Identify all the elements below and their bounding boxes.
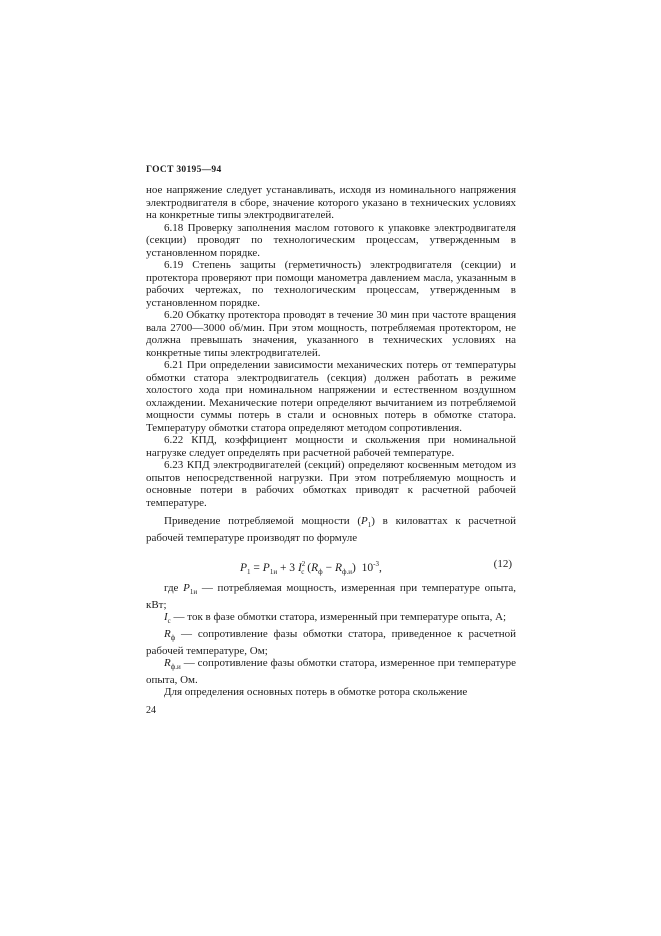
document-header: ГОСТ 30195—94: [146, 165, 222, 175]
definition-item: где $P_{1и}$ — потребляемая мощность, измеренная при температуре опыта, кВт;: [146, 582, 516, 611]
paragraph-6-19: 6.19 Степень защиты (герметичность) электродвигателя (секции) и протектора проверяют при помощи манометра давлением масла, указанным в рабочих чертежах, по технологическим процессам, утвержденным в установленном порядке.: [146, 259, 516, 309]
document-body: [146, 184, 516, 699]
paragraph-rotor-losses: Для определения основных потерь в обмотке ротора скольжение: [164, 686, 468, 699]
definition-item: $I_c$ — ток в фазе обмотки статора, измеренный при температуре опыта, А;: [164, 611, 507, 626]
formula-number: (12): [493, 558, 512, 571]
paragraph-6-18: 6.18 Проверку заполнения маслом готового к упаковке электродвигателя (секции) проводят по технологическим процессам, утвержденным в установленном порядке.: [146, 221, 516, 259]
paragraph-6-23: 6.23 КПД электродвигателей (секций) определяют косвенным методом из опытов непосредственной нагрузки. При этом потребляемую мощность и основные потери в рабочих обмотках приводят к расчетной рабочей температуре.: [146, 459, 516, 509]
paragraph-reduction: Приведение потребляемой мощности $(P_1)$ в киловаттах к расчетной рабочей температуре производят по формуле: [146, 515, 516, 544]
paragraph-6-21: 6.21 При определении зависимости механических потерь от температуры обмотки статора электродвигатель (секция) должен работать в режиме холостого хода при номинальном напряжении и естественном воздушном охлаждении. Механические потери определяют вычитанием из потребляемой мощности суммы потерь в стали и основных потерь в обмотке статора. Температуру обмотки статора определяют методом сопротивления.: [146, 359, 516, 434]
paragraph-continuation: ное напряжение следует устанавливать, исходя из номинального напряжения электродвигателя в сборе, значение которого указано в технических условиях на конкретные типы электродвигателей.: [146, 184, 516, 221]
definition-item: $R_{ф.и}$ — сопротивление фазы обмотки статора, измеренное при температуре опыта, Ом.: [146, 657, 516, 686]
formula-expression: $P_1 = P_{1и} + 3$ $I^2_c$ $(R_ф - R_{ф.и})$ $10^{-3}$,: [240, 560, 382, 577]
definition-item: $R_ф$ — сопротивление фазы обмотки статора, приведенное к расчетной рабочей температуре, Ом;: [146, 628, 516, 657]
page-number: 24: [146, 705, 156, 716]
paragraph-6-20: 6.20 Обкатку протектора проводят в течение 30 мин при частоте вращения вала 2700—3000 об/мин. При этом мощность, потребляемая протектором, не должна превышать значения, указанного в технических условиях на конкретные типы электродвигателей.: [146, 309, 516, 359]
definitions-list: [146, 582, 516, 686]
paragraph-6-22: 6.22 КПД, коэффициент мощности и скольжения при номинальной нагрузке следует определять при расчетной рабочей температуре.: [146, 434, 516, 459]
formula-12: [146, 548, 516, 582]
